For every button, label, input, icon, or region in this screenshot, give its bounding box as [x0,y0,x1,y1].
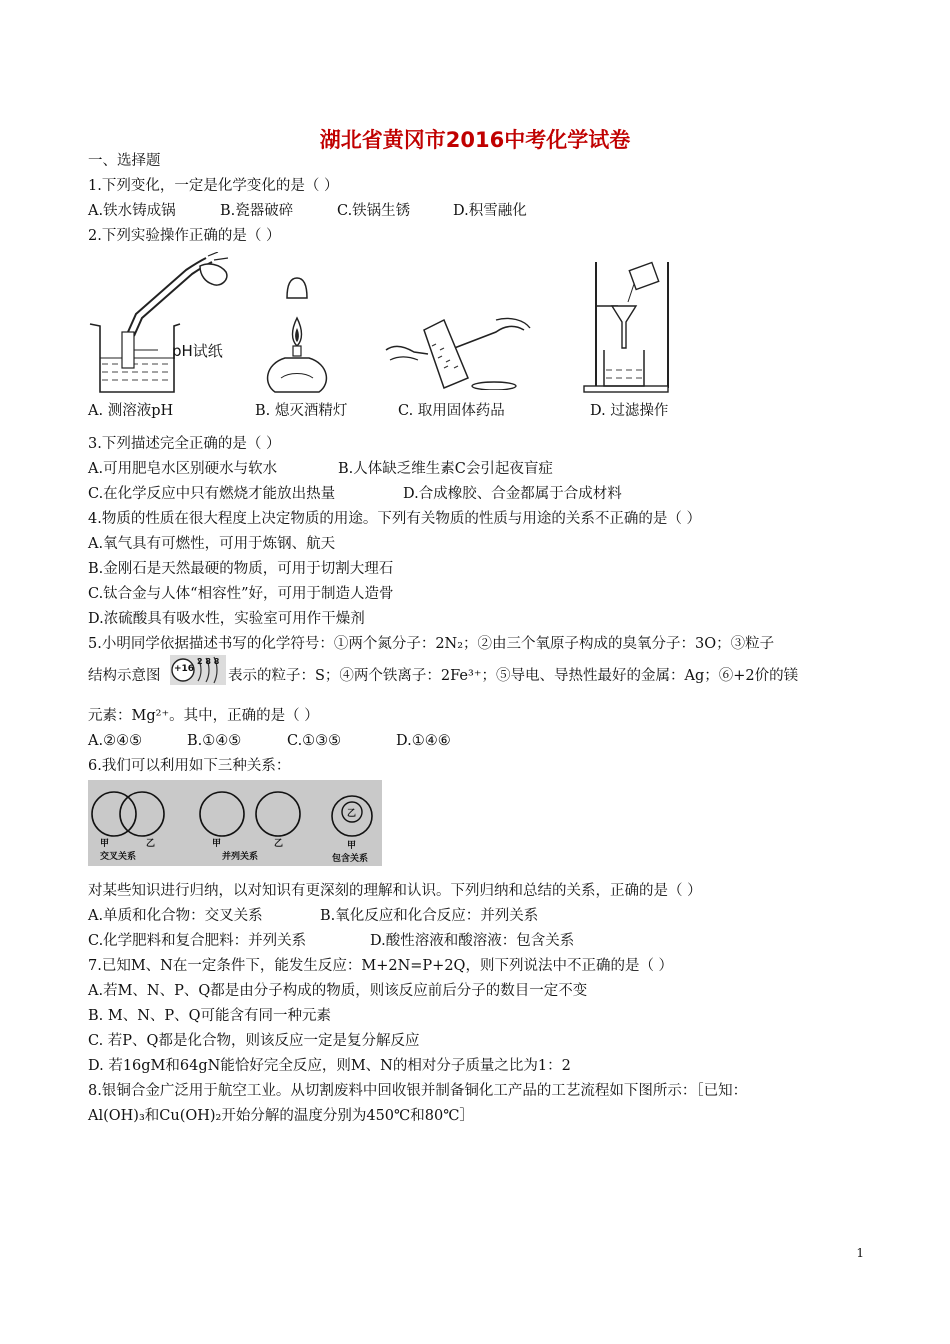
parallel-relation-label: 并列关系 [222,852,259,862]
cross-relation-label: 交叉关系 [100,852,137,862]
q1-option-b: B.瓷器破碎 [220,203,294,219]
contain-label-yi: 乙 [347,809,357,819]
q7-option-d: D. 若16gM和64gN能恰好完全反应，则M、N的相对分子质量之比为1：2 [88,1058,571,1074]
q5-option-c: C.①③⑤ [287,733,342,749]
q8-line1: 8.银铜合金广泛用于航空工业。从切割废料中回收银并制备铜化工产品的工艺流程如下图所示：［已知： [88,1083,748,1099]
parallel-label-jia: 甲 [212,839,222,849]
q4-option-a: A.氧气具有可燃性，可用于炼钢、航天 [88,536,336,552]
q5-line3: 元素：Mg²⁺。其中，正确的是（ ） [88,708,319,724]
alcohol-lamp-diagram [255,272,335,398]
q6-line2: 对某些知识进行归纳，以对知识有更深刻的理解和认识。下列归纳和总结的关系，正确的是（ ） [88,883,702,899]
atom-nucleus-charge: +16 [174,664,195,674]
q3-option-a: A.可用肥皂水区别硬水与软水 [88,461,278,477]
q7-option-b: B. M、N、P、Q可能含有同一种元素 [88,1008,332,1024]
atom-electron-shells: 2 8 8 [197,657,220,666]
q2-stem: 2.下列实验操作正确的是（ ） [88,228,281,244]
solid-reagent-diagram [384,290,534,390]
q1-option-a: A.铁水铸成锅 [88,203,176,219]
ph-test-diagram [88,252,258,398]
q5-option-d: D.①④⑥ [396,733,451,749]
q7-option-a: A.若M、N、P、Q都是由分子构成的物质，则该反应前后分子的数目一定不变 [88,983,588,999]
page-title: 湖北省黄冈市2016中考化学试卷 [319,128,631,152]
contain-relation-label: 包含关系 [332,854,369,864]
q5-line2b: 表示的粒子：S；④两个铁离子：2Fe³⁺；⑤导电、导热性最好的金属：Ag；⑥+2价的镁 [228,668,799,684]
filtration-diagram [582,258,672,394]
q4-stem: 4.物质的性质在很大程度上决定物质的用途。下列有关物质的性质与用途的关系不正确的是（ ） [88,511,701,527]
q1-stem: 1.下列变化，一定是化学变化的是（ ） [88,178,339,194]
q2-caption-b: B. 熄灭酒精灯 [255,403,348,419]
q3-option-d: D.合成橡胶、合金都属于合成材料 [403,486,622,502]
contain-label-jia: 甲 [347,841,357,851]
section-heading: 一、选择题 [88,153,161,169]
ph-paper-label: pH试纸 [172,342,223,360]
q3-option-c: C.在化学反应中只有燃烧才能放出热量 [88,486,336,502]
page-number: 1 [856,1246,864,1260]
q6-option-c: C.化学肥料和复合肥料：并列关系 [88,933,307,949]
q6-option-d: D.酸性溶液和酸溶液：包含关系 [370,933,575,949]
q6-stem: 6.我们可以利用如下三种关系： [88,758,291,774]
q3-stem: 3.下列描述完全正确的是（ ） [88,436,281,452]
cross-label-yi: 乙 [146,839,156,849]
cross-label-jia: 甲 [100,839,110,849]
q5-option-a: A.②④⑤ [88,733,143,749]
q6-option-a: A.单质和化合物：交叉关系 [88,908,263,924]
q7-stem: 7.已知M、N在一定条件下，能发生反应：M+2N=P+2Q，则下列说法中不正确的是（ ） [88,958,674,974]
q5-option-b: B.①④⑤ [187,733,242,749]
parallel-label-yi: 乙 [274,839,284,849]
q2-caption-c: C. 取用固体药品 [398,403,505,419]
q5-line2a: 结构示意图 [88,668,161,684]
q8-line2: Al(OH)₃和Cu(OH)₂开始分解的温度分别为450℃和80℃］ [88,1108,474,1124]
q2-caption-d: D. 过滤操作 [590,403,669,419]
q7-option-c: C. 若P、Q都是化合物，则该反应一定是复分解反应 [88,1033,420,1049]
q2-caption-a: A. 测溶液pH [88,403,174,419]
q4-option-d: D.浓硫酸具有吸水性，实验室可用作干燥剂 [88,611,365,627]
relations-figure [88,780,382,866]
q3-option-b: B.人体缺乏维生素C会引起夜盲症 [338,461,553,477]
q5-line1: 5.小明同学依据描述书写的化学符号：①两个氮分子：2N₂；②由三个氧原子构成的臭氧分子：3O；③粒子 [88,636,775,652]
q1-option-d: D.积雪融化 [453,203,527,219]
q4-option-c: C.钛合金与人体“相容性”好，可用于制造人造骨 [88,586,394,602]
q6-option-b: B.氧化反应和化合反应：并列关系 [320,908,539,924]
q4-option-b: B.金刚石是天然最硬的物质，可用于切割大理石 [88,561,394,577]
q1-option-c: C.铁锅生锈 [337,203,411,219]
atom-structure-diagram [170,655,226,685]
